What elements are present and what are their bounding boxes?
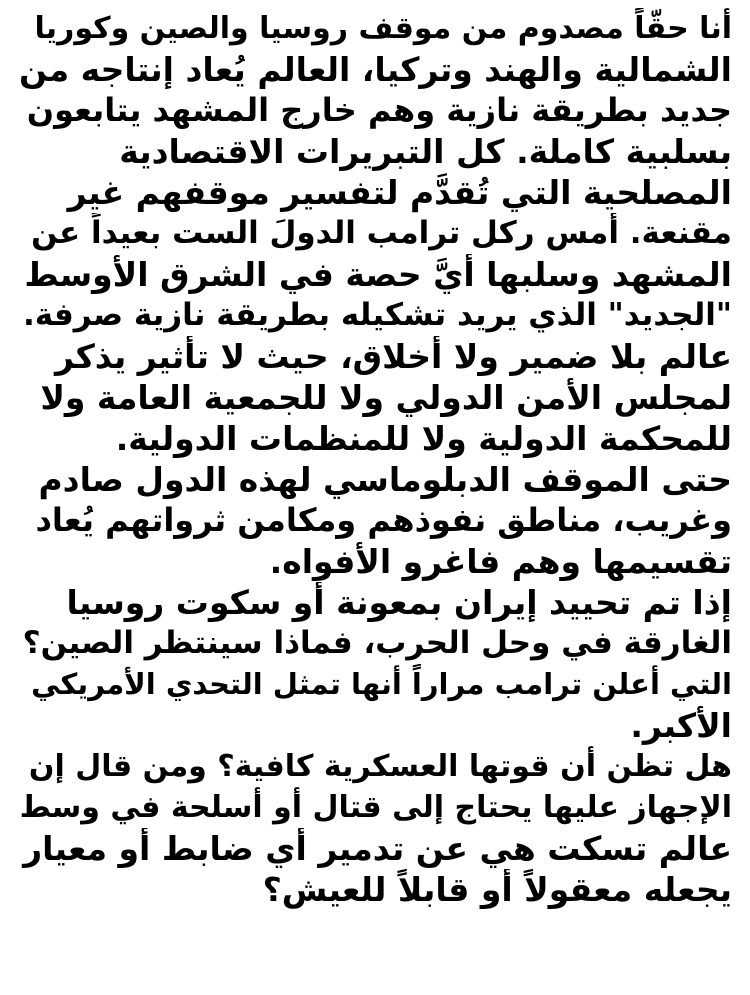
text-line: "الجديد" الذي يريد تشكيله بطريقة نازية صرفة. [22,297,732,333]
text-line: يجعله معقولاً أو قابلاً للعيش؟ [262,870,732,909]
text-line: المصلحية التي تُقدَّم لتفسير موقفهم غير [67,173,732,212]
text-line: للمحكمة الدولية ولا للمنظمات الدولية. [115,419,732,458]
text-line: لمجلس الأمن الدولي ولا للجمعية العامة ولا [40,378,732,417]
text-line: عالم تسكت هي عن تدمير أي ضابط أو معيار [23,829,732,868]
text-line: وغريب، مناطق نفوذهم ومكامن ثرواتهم يُعاد [35,501,732,539]
text-line: الشمالية والهند وتركيا، العالم يُعاد إنتاجه من [19,50,732,89]
text-line: الغارقة في وحل الحرب، فماذا سينتظر الصين؟ [22,625,732,661]
text-line: المشهد وسلبها أيَّ حصة في الشرق الأوسط [24,255,732,294]
text-line: بسلبية كاملة. كل التبريرات الاقتصادية [119,132,732,171]
text-line: الإجهاز عليها يحتاج إلى قتال أو أسلحة في وسط [19,790,732,825]
text-line: عالم بلا ضمير ولا أخلاق، حيث لا تأثير يذكر [55,337,732,376]
text-line: الأكبر. [630,706,732,745]
text-line: جديد بطريقة نازية وهم خارج المشهد يتابعون [26,91,732,129]
text-line: هل تظن أن قوتها العسكرية كافية؟ ومن قال إن [28,749,732,784]
text-line: تقسيمها وهم فاغرو الأفواه. [269,542,732,581]
article-text [18,8,732,910]
text-line: مقنعة. أمس ركل ترامب الدولَ الست بعيداً عن [31,215,732,251]
text-line: أنا حقّاً مصدوم من موقف روسيا والصين وكوريا [34,11,732,46]
text-line: التي أعلن ترامب مراراً أنها تمثل التحدي الأمريكي [31,667,732,701]
text-line: إذا تم تحييد إيران بمعونة أو سكوت روسيا [66,583,732,622]
text-line: حتى الموقف الدبلوماسي لهذه الدول صادم [38,460,732,499]
